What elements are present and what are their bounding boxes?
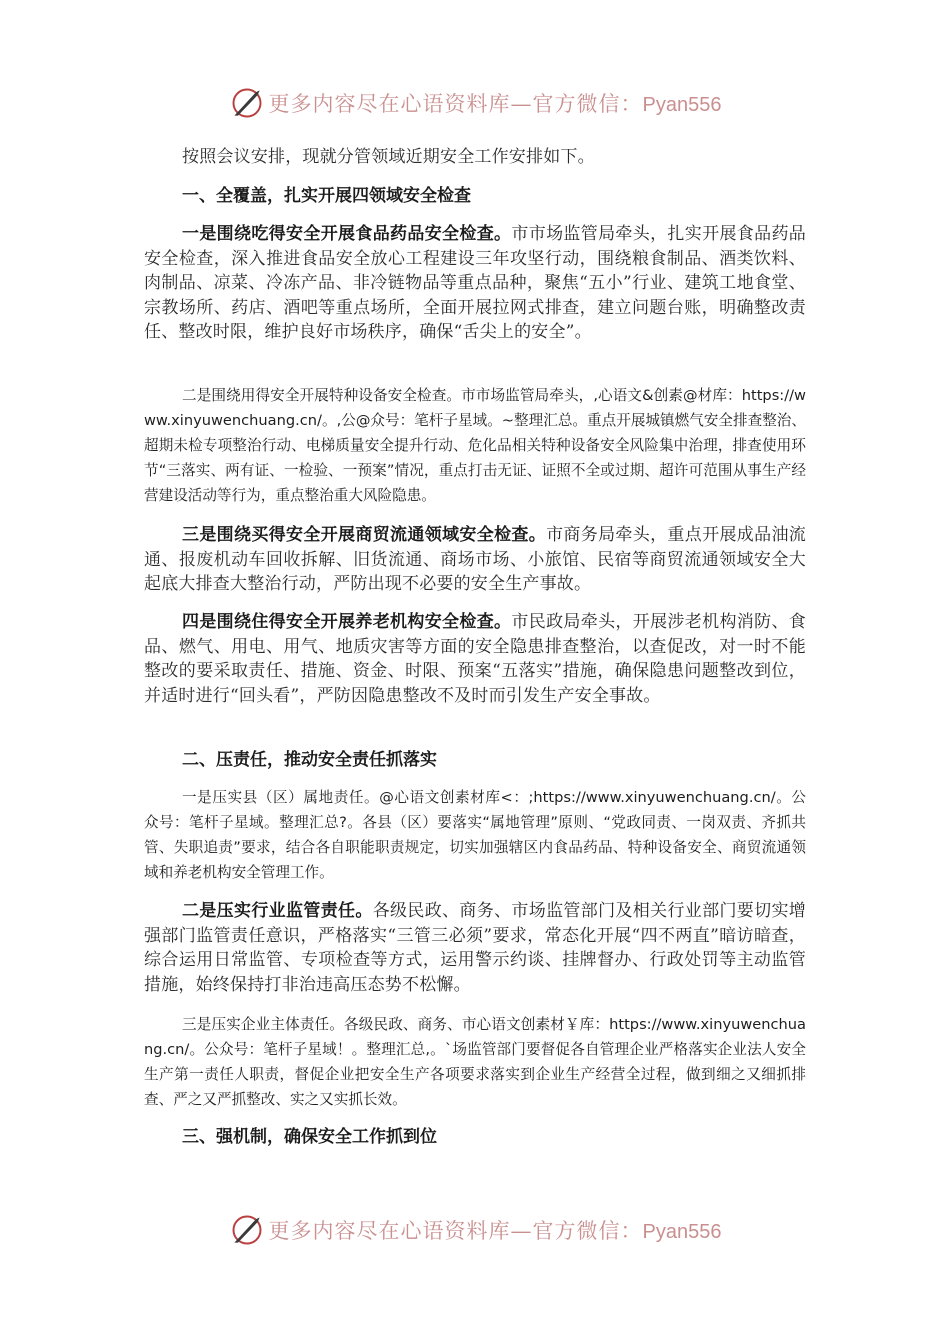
- footer-banner: [0, 1210, 950, 1250]
- wechat-id: Pyan556: [642, 1221, 722, 1243]
- paragraph-special-equipment: 二是围绕用得安全开展特种设备安全检查。市市场监管局牵头，,心语文&创素@材库：https://www.xinyuwenchuang.cn/。,公@众号：笔杆子星域。~整理汇总。重点开展城镇燃气安全排查整治、超期未检专项整治行动、电梯质量安全提升行动、危化品相关特种设备安全风险集中治理，排查使用环节“三落实、两有证、一检验、一预案”情况，重点打击无证、证照不全或过期、超许可范围从事生产经营建设活动等行为，重点整治重大风险隐患。: [144, 387, 806, 504]
- paragraph-food-safety: [144, 222, 806, 345]
- paragraph-industry-supervision-body: 各级民政、商务、市场监管部门及相关行业部门要切实增强部门监管责任意识，严格落实“三管三必须”要求，常态化开展“四不两直”暗访暗查，综合运用日常监管、专项检查等方式，运用警示约谈、挂牌督办、行政处罚等主动监管措施，始终保持打非治违高压态势不松懈。: [144, 901, 807, 995]
- section-3-heading: 三、强机制，确保安全工作抓到位: [182, 1127, 437, 1147]
- paragraph-food-safety-body: 市市场监管局牵头，扎实开展食品药品安全检查，深入推进食品安全放心工程建设三年攻坚行动，围绕粮食制品、酒类饮料、肉制品、凉菜、冷冻产品、非冷链物品等重点品种，聚焦“五小”行业、建筑工地食堂、宗教场所、药店、酒吧等重点场所，全面开展拉网式排查，建立问题台账，明确整改责任、整改时限，维护良好市场秩序，确保“舌尖上的安全”。: [144, 224, 806, 342]
- quill-logo-icon: [229, 1212, 265, 1248]
- section-1-heading: 一、全覆盖，扎实开展四领域安全检查: [182, 186, 471, 206]
- wechat-id: Pyan556: [642, 94, 722, 116]
- paragraph-commerce-body: 市商务局牵头，重点开展成品油流通、报废机动车回收拆解、旧货流通、商场市场、小旅馆、民宿等商贸流通领域安全大起底大排查大整治行动，严防出现不必要的安全生产事故。: [144, 525, 806, 594]
- paragraph-elderly-care-body: 市民政局牵头，开展涉老机构消防、食品、燃气、用电、用气、地质灾害等方面的安全隐患排查整治，以查促改，对一时不能整改的要采取责任、措施、资金、时限、预案“五落实”措施，确保隐患问题整改到位，并适时进行“回头看”，严防因隐患整改不及时而引发生产安全事故。: [144, 612, 806, 706]
- section-2-heading: 二、压责任，推动安全责任抓落实: [182, 750, 437, 770]
- paragraph-industry-supervision: [144, 899, 806, 997]
- banner-text: 更多内容尽在心语资料库—官方微信：Pyan556: [268, 1219, 722, 1243]
- intro-paragraph: 按照会议安排，现就分管领域近期安全工作安排如下。: [182, 147, 595, 167]
- paragraph-commerce-lead: 三是围绕买得安全开展商贸流通领域安全检查。: [182, 525, 547, 545]
- paragraph-enterprise-responsibility: 三是压实企业主体责任。各级民政、商务、市心语文创素材￥库：https://www.xinyuwenchuang.cn/。公众号：笔杆子星域！。整理汇总,。`场监管部门要督促各自管理企业严格落实企业法人安全生产第一责任人职责，督促企业把安全生产各项要求落实到企业生产经营全过程，做到细之又细抓排查、严之又严抓整改、实之又实抓长效。: [144, 1016, 806, 1108]
- paragraph-food-safety-lead: 一是围绕吃得安全开展食品药品安全检查。: [182, 224, 512, 244]
- paragraph-elderly-care: [144, 610, 806, 708]
- paragraph-territorial-responsibility: 一是压实县（区）属地责任。@心语文创素材库<：;https://www.xinyuwenchuang.cn/。公众号：笔杆子星域。整理汇总?。各县（区）要落实“属地管理”原则、“党政同责、一岗双责、齐抓共管、失职追责”要求，结合各自职能职责规定，切实加强辖区内食品药品、特种设备安全、商贸流通领域和养老机构安全管理工作。: [144, 789, 806, 881]
- header-banner: [0, 83, 950, 123]
- paragraph-industry-supervision-lead: 二是压实行业监管责任。: [182, 901, 373, 921]
- quill-logo-icon: [229, 85, 265, 121]
- paragraph-commerce: [144, 523, 806, 597]
- banner-text: 更多内容尽在心语资料库—官方微信：Pyan556: [268, 92, 722, 116]
- paragraph-elderly-care-lead: 四是围绕住得安全开展养老机构安全检查。: [182, 612, 512, 632]
